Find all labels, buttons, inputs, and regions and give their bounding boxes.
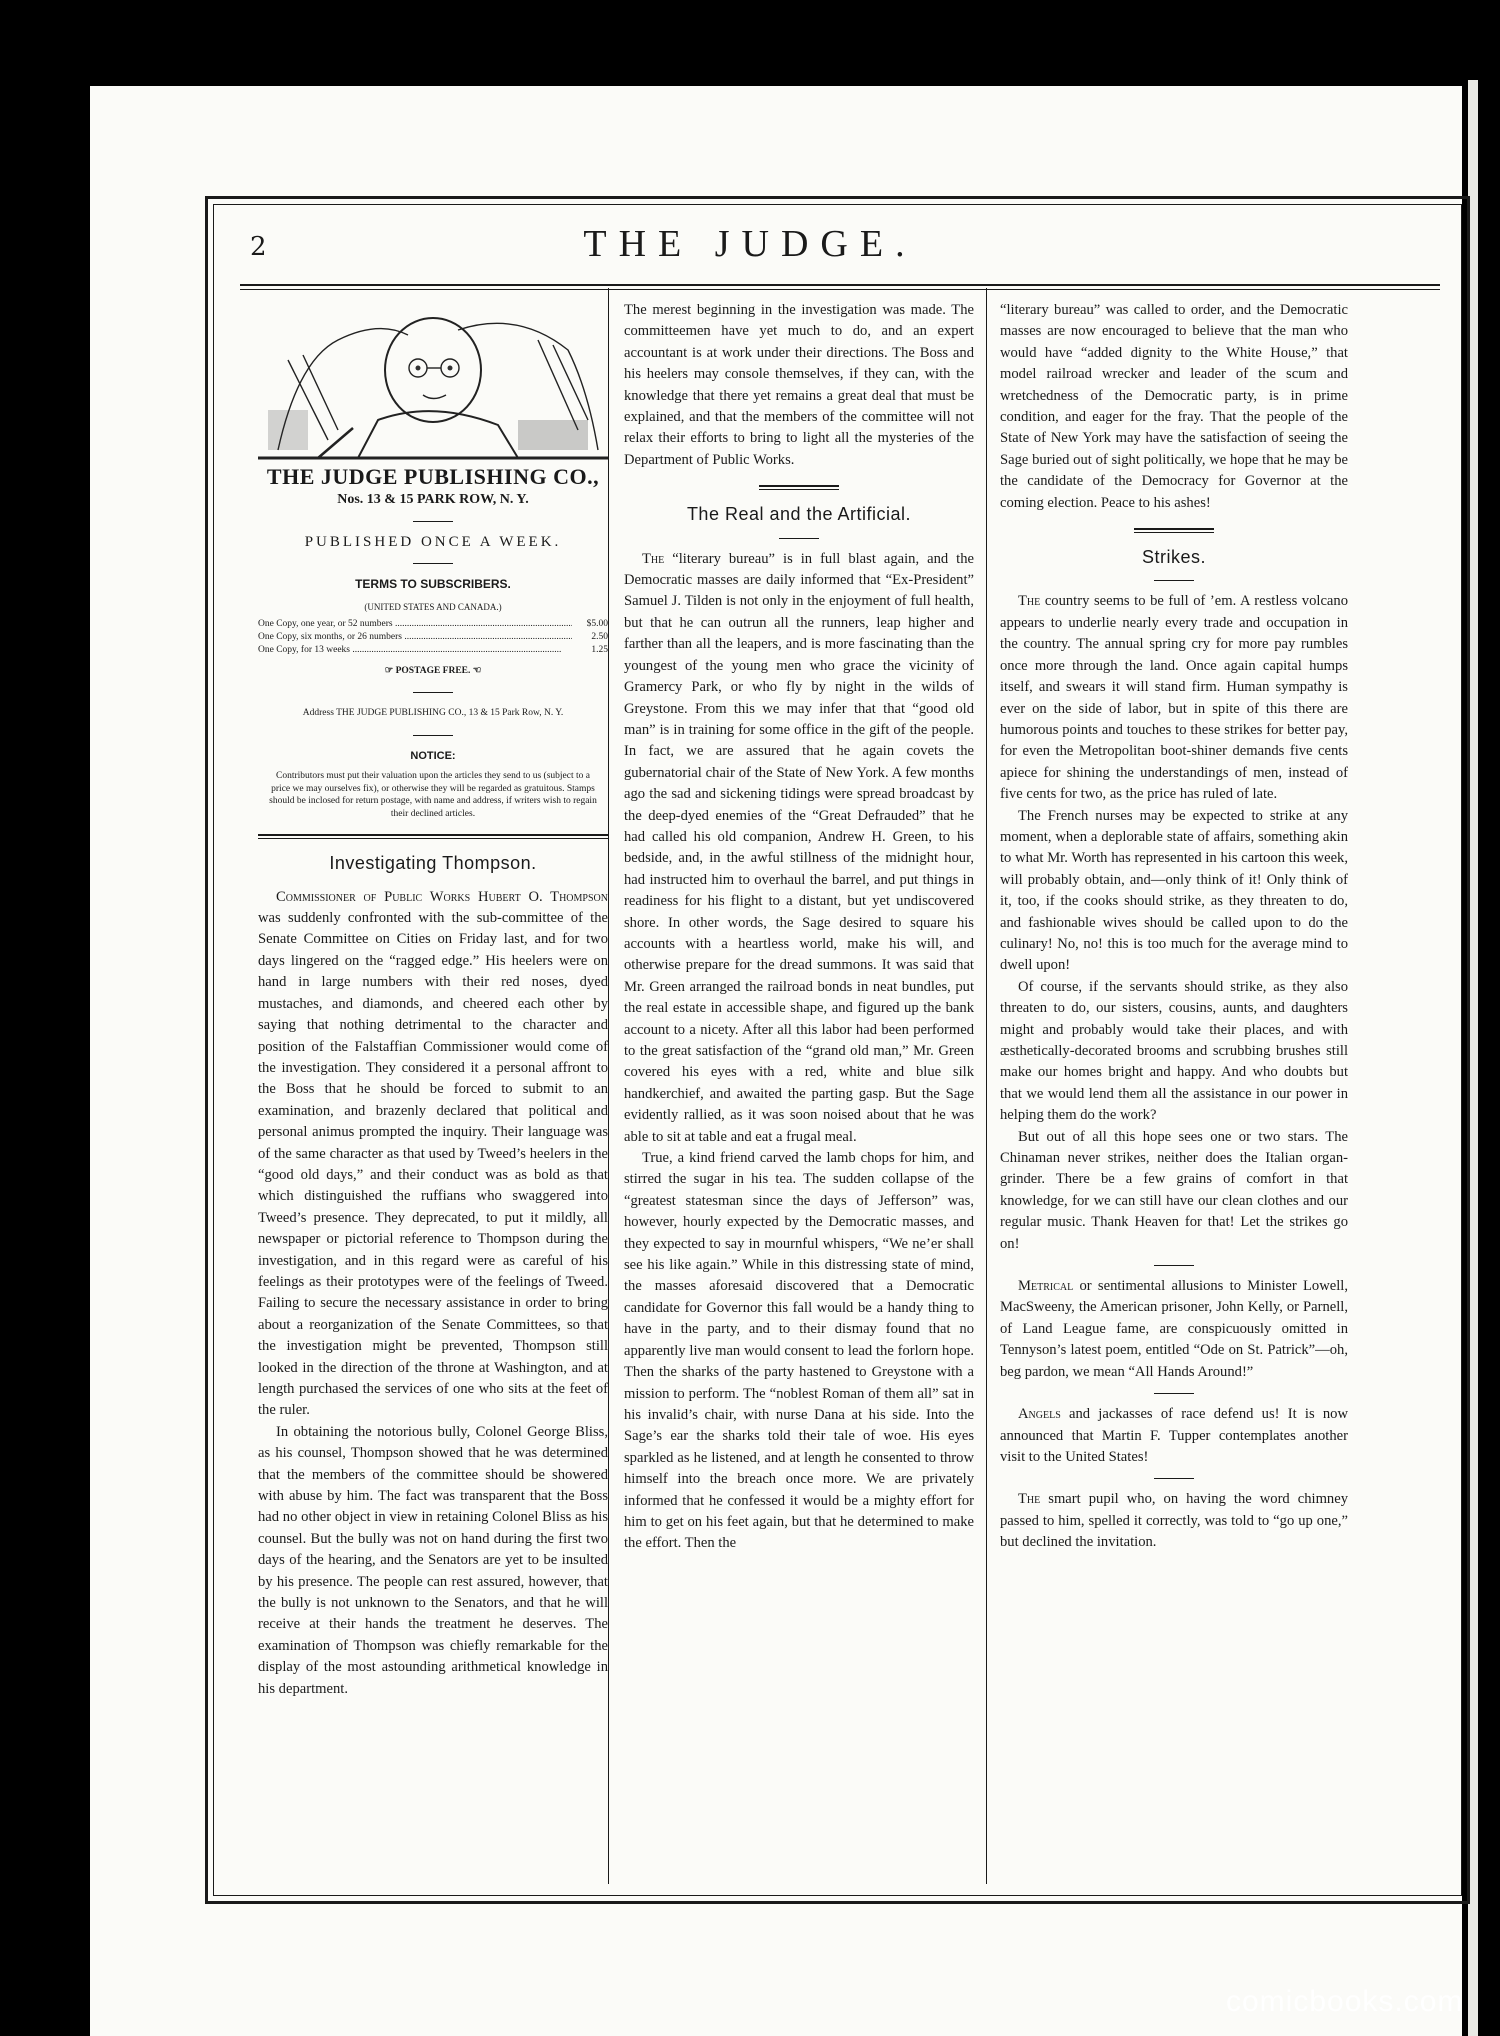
lead-in: Angels	[1018, 1406, 1061, 1423]
terms-label: One Copy, six months, or 26 numbers .....	[258, 631, 572, 644]
article-paragraph	[1000, 1276, 1348, 1383]
mailing-address: Address THE JUDGE PUBLISHING CO., 13 & 15 Park Row, N. Y.	[302, 708, 564, 719]
paragraph-text: was suddenly confronted with the sub-committee of the Senate Committee on Cities on Friday last, and for two days lingered on the “ragged edge.” His heelers were on hand in large numbers with their red noses, dyed mustaches, and diamonds, and cheered each other by saying that nothing detrimental to the character and position of the Falstaffian Commissioner would come of the investigation. They considered it a personal affront to the Boss that he should be forced to submit to an examination, and brazenly declared that political and personal animus prompted the inquiry. Their language was of the same character as that used by Tweed’s heelers in the “good old days,” and their conduct was as bold as that which distinguished the ruffians who swaggered into Tweed’s presence. They deprecated, to put it mildly, all newspaper or pictorial reference to Thompson during the investigation, and in this regard were as careful of his feelings as their prototypes were of the feelings of Tweed. Failing to secure the necessary assistance in order to bring about a reorganization of the Senate Committees, so that the investigation might be prevented, Thompson still looked in the direction of the throne at Washington, and at length purchased the services of one who sits at the feet of the ruler.	[258, 910, 608, 1419]
lead-in: The	[642, 550, 665, 567]
article-paragraph: Of course, if the servants should strike, as they also threaten to do, our sisters, cousins, aunts, and daughters might and probably would take their places, and with æsthetically-decorated brooms and scrubbing brushes still make our homes bright and happy. And who doubts but that we would lend them all the assistance in our power in helping them do the work?	[1000, 978, 1348, 1124]
paragraph-text: or sentimental allusions to Minister Lowell, MacSweeny, the American prisoner, John Kelly, or Parnell, of Land League fame, are conspicuously omitted in Tennyson’s latest poem, entitled “Ode on St. Patrick”—oh, beg pardon, we mean “All Hands Around!”	[1000, 1278, 1348, 1380]
column-divider	[608, 288, 609, 1884]
lead-in: The	[1018, 1491, 1041, 1508]
postage-note	[258, 661, 608, 682]
column-3	[1000, 300, 1348, 1554]
divider	[1154, 1393, 1194, 1394]
notice-body: Contributors must put their valuation upon the articles they send to us (subject to a price we may ourselves fix), or otherwise they will be regarded as gratuitous. Stamps should be inclosed for return postage, with name and address, if writers wish to regain their declined articles.	[269, 771, 597, 819]
divider	[1154, 1265, 1194, 1266]
lead-in: Commissioner of Public Works Hubert O. Thompson	[276, 888, 608, 905]
section-rule	[759, 485, 839, 490]
site-watermark: comicbooks.com	[1226, 1985, 1464, 2018]
postage-text: POSTAGE FREE.	[395, 666, 471, 677]
divider	[1154, 1478, 1194, 1479]
divider	[1154, 580, 1194, 581]
terms-amount: $5.00	[586, 619, 608, 630]
masthead-rule	[240, 284, 1440, 290]
article-paragraph: True, a kind friend carved the lamb chops for him, and stirred the sugar in his tea. The sudden collapse of the “greatest statesman since the days of Jefferson” was, however, hourly expected by the Democratic masses, and they expected to say in mournful whispers, “We ne’er shall see his like again.” While in this distressing state of mind, the masses aforesaid discovered that a Democratic candidate for Governor this fall would be a handy thing to have in the party, and to their dismay found that no apparently live man would consent to lead the forlorn hope. Then the sharks of the party hastened to Greystone with a mission to perform. The “noblest Roman of them all” sat in his invalid’s chair, with nurse Dana at his side. Into the Sage’s ear the sharks told their tale of woe. His eyes sparkled as he listened, and at length he consented to throw himself into the breach once more. We are privately informed that he confessed it would be a mighty effort for him to get on his feet again, but that he determined to make the effort. Then the	[624, 1150, 974, 1552]
terms-row	[258, 644, 608, 657]
column-divider	[986, 288, 987, 1884]
article-heading: Investigating Thompson.	[329, 853, 537, 874]
lead-in: Metrical	[1018, 1278, 1074, 1295]
lead-in: The	[1018, 593, 1041, 610]
publication-frequency: PUBLISHED ONCE A WEEK.	[304, 533, 562, 550]
article-heading: Strikes.	[1141, 547, 1206, 568]
editor-illustration	[258, 300, 608, 460]
article-paragraph	[1000, 1404, 1348, 1468]
article-paragraph: The merest beginning in the investigation was made. The committeemen have yet much to do, and an expert accountant is at work under their directions. The Boss and his heelers may console themselves, if they can, with the knowledge that there yet remains a great deal that must be explained, and that the members of the committee will not relax their efforts to bring to light all the mysteries of the Department of Public Works.	[624, 302, 974, 468]
divider	[413, 692, 453, 693]
section-rule	[1134, 528, 1214, 533]
terms-amount: 2.50	[591, 632, 608, 643]
paragraph-text: country seems to be full of ’em. A restless volcano appears to underlie nearly every trade and occupation in the country. The annual spring cry for more pay rumbles once more through the land. Once again capital humps itself, and swears it will stand firm. Human sympathy is ever on the side of labor, but in spite of this there are humorous points and touches to these strikes for better pay, for even the Metropolitan boot-shiner demands five cents apiece for shining the understandings of men, instead of five cents for two, as the price has ruled of late.	[1000, 593, 1348, 803]
article-paragraph	[1000, 1489, 1348, 1553]
article-paragraph	[624, 549, 974, 1148]
pointing-hand-icon: ☜	[470, 666, 482, 677]
article-paragraph: The French nurses may be expected to strike at any moment, when a deplorable state of affairs, something akin to what Mr. Worth has represented in his cartoon this week, will probably obtain, and—only think of it! Only think of it, too, if the cooks should strike, as they threaten to do, and fashionable wives should be called upon to do the culinary! No, no! this is too much for the average mind to dwell upon!	[1000, 807, 1348, 974]
article-paragraph: In obtaining the notorious bully, Colonel George Bliss, as his counsel, Thompson showed that he was determined that the members of the committee should be showered with abuse by him. The fact was transparent that the Boss had no other object in view in retaining Colonel Bliss as his counsel. But the bully was not on hand during the first two days of the hearing, and the Senators are yet to be insulted by his presence. The people can rest assured, however, that the bully is not unknown to the Senators, and that he will receive at their hands the treatment he deserves. The examination of Thompson was chiefly remarkable for the display of the most astounding arithmetical knowledge in his department.	[258, 1423, 608, 1697]
notice-title: NOTICE:	[410, 749, 456, 762]
publisher-name: THE JUDGE PUBLISHING CO.,	[266, 464, 600, 489]
divider	[779, 538, 819, 539]
column-1	[258, 300, 608, 1700]
pointing-hand-icon: ☞	[384, 666, 396, 677]
article-heading: The Real and the Artificial.	[686, 504, 912, 525]
paragraph-text: smart pupil who, on having the word chimney passed to him, spelled it correctly, was told to “go up one,” but declined the invitation.	[1000, 1491, 1348, 1551]
terms-label: One Copy, for 13 weeks .....	[258, 644, 572, 657]
divider	[413, 735, 453, 736]
terms-label: One Copy, one year, or 52 numbers .....	[258, 618, 572, 631]
terms-subtitle: (UNITED STATES AND CANADA.)	[364, 601, 502, 612]
article-paragraph	[1000, 591, 1348, 805]
terms-row	[258, 618, 608, 631]
paragraph-text: and jackasses of race defend us! It is now announced that Martin F. Tupper contemplates another visit to the United States!	[1000, 1406, 1348, 1465]
masthead-title: THE JUDGE.	[583, 223, 917, 265]
terms-amount: 1.25	[591, 645, 608, 656]
article-paragraph: “literary bureau” was called to order, and the Democratic masses are now encouraged to believe that the man who would have “added dignity to the White House,” that model railroad wrecker and leader of the scum and wretchedness of the Democratic party, is in prime condition, and eager for the fray. That the people of the State of New York may have the satisfaction of seeing the Sage buried out of sight politically, we hope that he may be the candidate of the Democracy for Governor at the coming election. Peace to his ashes!	[1000, 302, 1348, 511]
terms-title: TERMS TO SUBSCRIBERS.	[355, 577, 511, 592]
article-paragraph: But out of all this hope sees one or two stars. The Chinaman never strikes, neither does the Italian organ-grinder. There be a few grains of comfort in that knowledge, for we can still have our clean clothes and our regular music. Thank Heaven for that! Let the strikes go on!	[1000, 1128, 1348, 1252]
divider	[413, 521, 453, 522]
article-paragraph	[258, 887, 608, 1422]
section-rule	[258, 834, 608, 839]
terms-row	[258, 631, 608, 644]
column-2	[624, 300, 974, 1555]
page-number: 2	[250, 232, 267, 262]
paragraph-text: “literary bureau” is in full blast again, and the Democratic masses are daily informed that “Ex-President” Samuel J. Tilden is not only in the enjoyment of full health, but that he can outrun all the runners, leap higher and farther than all the leapers, and is more fascinating than the youngest of the young men who grace the vicinity of Gramercy Park, or who fly by night in the wilds of Greystone. From this we may infer that that “good old man” is in training for some office in the gift of the people. In fact, we are assured that he again covets the gubernatorial chair of the State of New York. A few months ago the sad and sickening tidings were spread broadcast by the deep-dyed enemies of the “Great Defrauded” that he had called his old companion, Andrew H. Green, to his bedside, and, in the awful stillness of the midnight hour, had instructed him to overhaul the barrel, and put things in readiness for his flight to a distant, but yet undiscovered shore. In other words, the Sage desired to square his accounts with a heartless world, make his will, and otherwise prepare for the dread summons. It was said that Mr. Green arranged the railroad bonds in neat bundles, put the real estate in accessible shape, and figured up the bank account to a nicety. After all this labor had been performed to the great satisfaction of the “grand old man,” Mr. Green covered his eyes with a red, white and blue silk handkerchief, and awaited the parting gasp. But the Sage evidently rallied, as it was soon noised about that he was able to sit at table and eat a frugal meal.	[624, 550, 974, 1145]
divider	[413, 563, 453, 564]
publisher-address: Nos. 13 & 15 PARK ROW, N. Y.	[337, 492, 529, 508]
